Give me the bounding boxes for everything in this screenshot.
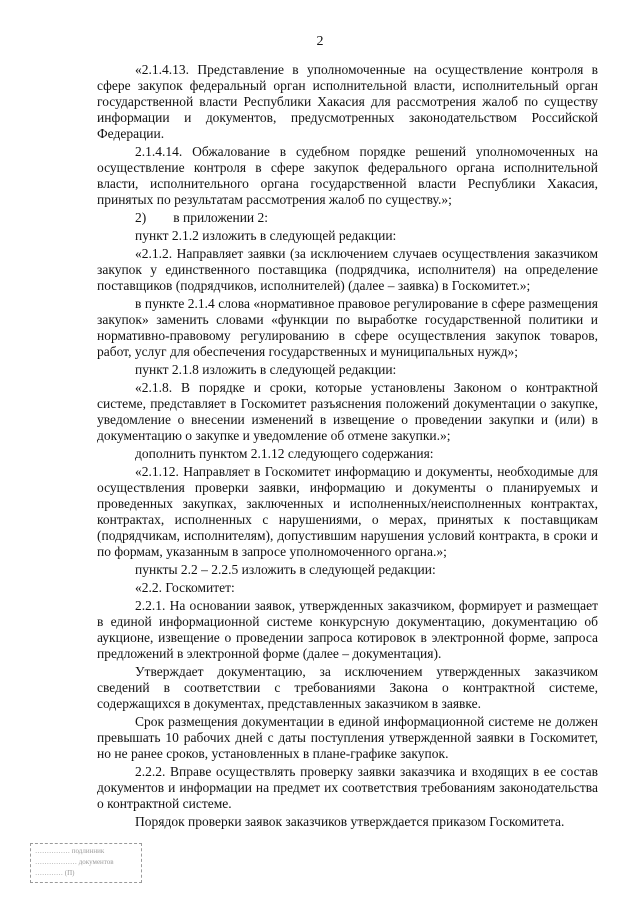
- paragraph: «2.1.2. Направляет заявки (за исключением случаев осуществления заказчиком закупок у единственного поставщика (подрядчика, исполнителя) на определение поставщиков (подрядчиков, исполнителей) (далее – заявка) в Госкомитет.»;: [97, 246, 598, 293]
- copy-stamp: [30, 843, 142, 883]
- paragraph: Срок размещения документации в единой информационной системе не должен превышать 10 рабочих дней с даты поступления утвержденной заявки в Госкомитет, но не ранее сроков, установленных в плане-графике закупок.: [97, 714, 598, 761]
- paragraph: «2.2. Госкомитет:: [135, 580, 235, 595]
- paragraph: пункт 2.1.8 изложить в следующей редакции:: [135, 362, 397, 377]
- paragraph: 2.1.4.14. Обжалование в судебном порядке решений уполномоченных на осуществление контроля в сфере закупок федерального органа исполнительной власти, исполнительного органа государственной власти Республики Хакасия, принятых по результатам рассмотрения жалоб по существу.»;: [97, 144, 598, 207]
- document-body: [97, 62, 598, 832]
- paragraph: пункт 2.1.2 изложить в следующей редакции:: [135, 228, 397, 243]
- paragraph: 2) в приложении 2:: [135, 210, 269, 225]
- stamp-line: …………… подлинник: [35, 847, 105, 855]
- paragraph: «2.1.4.13. Представление в уполномоченные на осуществление контроля в сфере закупок федеральный орган исполнительной власти, исполнительный орган государственной власти Республики Хакасия для рассмотрения жалоб по существу информации и документов, предусмотренных законодательством Российской Федерации.: [97, 62, 598, 141]
- paragraph: «2.1.12. Направляет в Госкомитет информацию и документы, необходимые для осуществления проверки заявки, информацию и документы о планируемых и проведенных закупках, заключенных и исполненных/неисполненных контрактах, контрактах, исполненных с нарушениями, о мерах, принятых к поставщикам (подрядчикам, исполнителям), допустившим нарушения условий контракта, в сроки и по формам, указанным в запросе уполномоченного органа.»;: [97, 464, 598, 559]
- paragraph: 2.2.1. На основании заявок, утвержденных заказчиком, формирует и размещает в единой информационной системе конкурсную документацию, документацию об аукционе, извещение о проведении запроса котировок в электронной форме, запроса предложений в электронной форме (далее – документация).: [97, 598, 598, 661]
- paragraph: в пункте 2.1.4 слова «нормативное правовое регулирование в сфере размещения закупок» заменить словами «функции по выработке государственной политики и нормативно-правовому регулированию в сфере осуществления закупок товаров, работ, услуг для обеспечения государственных и муниципальных нужд»;: [97, 296, 598, 359]
- stamp-line: ……………… документов: [35, 858, 114, 866]
- paragraph: 2.2.2. Вправе осуществлять проверку заявки заказчика и входящих в ее состав документов и информации на предмет их соответствия требованиям законодательства о контрактной системе.: [97, 764, 598, 811]
- stamp-line: ………… (П): [35, 869, 75, 877]
- paragraph: дополнить пунктом 2.1.12 следующего содержания:: [135, 446, 434, 461]
- paragraph: Порядок проверки заявок заказчиков утверждается приказом Госкомитета.: [135, 814, 565, 829]
- paragraph: «2.1.8. В порядке и сроки, которые установлены Законом о контрактной системе, представляет в Госкомитет разъяснения положений документации о закупке, уведомление о внесении изменений в извещение о проведении закупки и (или) в документацию о закупке и уведомление об отмене закупки.»;: [97, 380, 598, 443]
- page-number: 2: [316, 34, 324, 49]
- paragraph: Утверждает документацию, за исключением утвержденных заказчиком сведений в соответствии с требованиями Закона о контрактной системе, содержащихся в документах, представленных заказчиком в заявке.: [97, 664, 598, 711]
- paragraph: пункты 2.2 – 2.2.5 изложить в следующей редакции:: [135, 562, 436, 577]
